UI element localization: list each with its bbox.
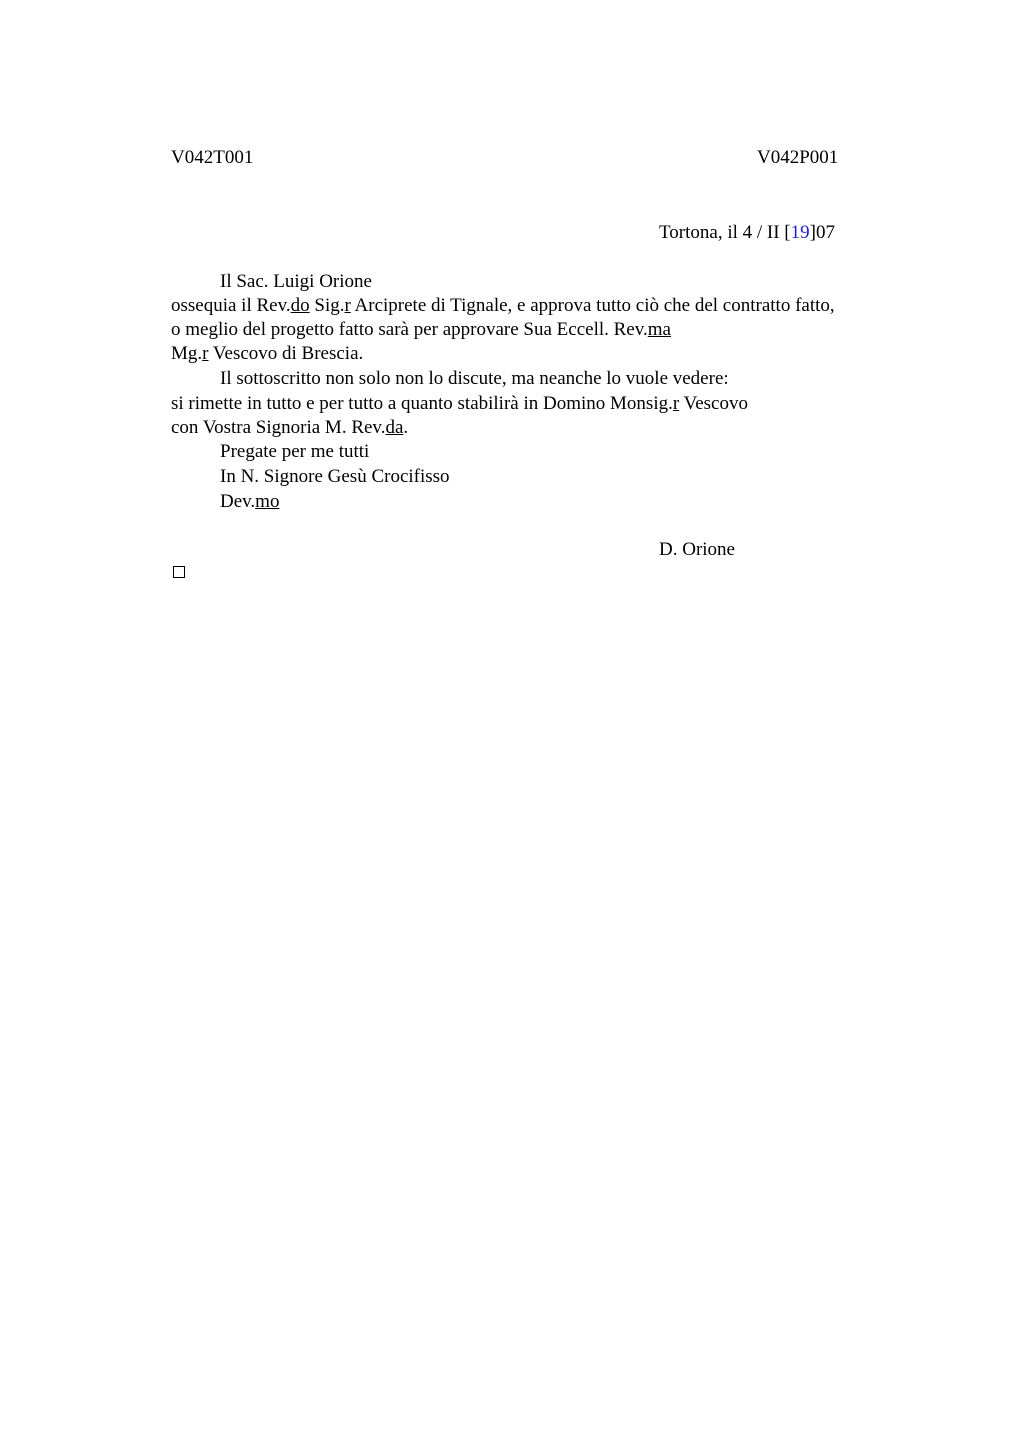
document-code-left: V042T001	[171, 147, 254, 168]
dateline-editorial-insert: 19	[790, 222, 810, 243]
line-2-abbrev-do: do	[290, 295, 310, 316]
dateline-suffix: ]07	[809, 222, 835, 243]
letter-line-1: Il Sac. Luigi Orione	[220, 271, 372, 292]
line-7-abbrev-da: da	[385, 417, 404, 438]
line-6-text-a: si rimette in tutto e per tutto a quanto stabilirà in Domino Monsig.	[171, 393, 673, 414]
letter-line-4	[171, 342, 363, 366]
line-4-text-b: Vescovo di Brescia.	[208, 343, 364, 364]
line-3-text-a: o meglio del progetto fatto sarà per approvare Sua Eccell. Rev.	[171, 319, 648, 340]
end-marker-square-icon	[173, 566, 185, 578]
letter-line-7	[171, 416, 408, 440]
letter-line-2	[171, 294, 835, 318]
closing-line-1: Pregate per me tutti	[220, 441, 370, 462]
letter-line-6	[171, 392, 748, 416]
line-2-text-b: Sig.	[309, 295, 345, 316]
line-4-text-a: Mg.	[171, 343, 203, 364]
signature: D. Orione	[659, 539, 735, 560]
letter-line-5: Il sottoscritto non solo non lo discute, ma neanche lo vuole vedere:	[220, 368, 729, 389]
closing-3-text-a: Dev.	[220, 491, 256, 512]
line-7-text-a: con Vostra Signoria M. Rev.	[171, 417, 386, 438]
closing-3-abbrev-mo: mo	[255, 491, 280, 512]
line-6-abbrev-r: r	[672, 393, 680, 414]
closing-line-3	[220, 490, 279, 514]
letter-line-3	[171, 318, 671, 342]
line-4-abbrev-r: r	[202, 343, 209, 364]
dateline	[659, 221, 835, 245]
closing-line-2: In N. Signore Gesù Crocifisso	[220, 466, 450, 487]
line-2-abbrev-r: r	[344, 295, 351, 316]
line-7-text-b: .	[403, 417, 409, 438]
dateline-prefix: Tortona, il 4 / II [	[659, 222, 791, 243]
document-code-right: V042P001	[757, 147, 839, 168]
line-2-text-a: ossequia il Rev.	[171, 295, 291, 316]
line-3-abbrev-ma: ma	[647, 319, 671, 340]
line-6-text-b: Vescovo	[679, 393, 748, 414]
line-2-text-c: Arciprete di Tignale, e approva tutto ciò che del contratto fatto,	[350, 295, 835, 316]
